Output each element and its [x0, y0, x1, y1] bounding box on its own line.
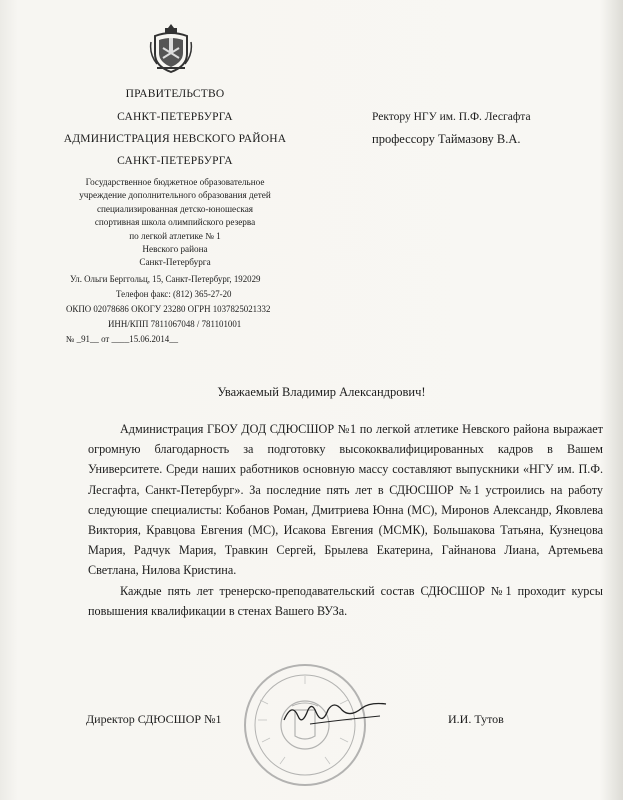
school-line: Государственное бюджетное образовательное: [85, 177, 265, 187]
administration-title: АДМИНИСТРАЦИЯ НЕВСКОГО РАЙОНА: [63, 133, 287, 145]
requisites-block: [60, 272, 340, 347]
school-codes: ОКПО 02078686 ОКОГУ 23280 ОГРН 1037825021332: [66, 304, 271, 314]
administration-city: САНКТ-ПЕТЕРБУРГА: [117, 155, 233, 167]
salutation: Уважаемый Владимир Александрович!: [217, 385, 426, 399]
school-line: Санкт-Петербурга: [139, 257, 211, 268]
school-line: спортивная школа олимпийского резерва: [94, 217, 256, 228]
handwritten-signature-icon: [280, 698, 390, 732]
letter-body: [88, 419, 603, 621]
recipient-line-1: Ректору НГУ им. П.Ф. Лесгафта: [372, 111, 531, 123]
signature-title: Директор СДЮСШОР №1: [86, 712, 222, 726]
school-line: по легкой атлетике № 1: [129, 230, 221, 241]
school-name-block: [60, 176, 290, 270]
school-line: учреждение дополнительного образования детей: [79, 190, 271, 201]
school-line: специализированная детско-юношеская: [96, 203, 254, 214]
government-city: САНКТ-ПЕТЕРБУРГА: [117, 111, 233, 123]
school-inn: ИНН/КПП 7811067048 / 781101001: [108, 319, 242, 329]
school-phone: Телефон факс: (812) 365-27-20: [116, 289, 232, 299]
body-paragraph: Каждые пять лет тренерско-преподавательский состав СДЮСШОР №1 проходит курсы повышения квалификации в стенах Вашего ВУЗа.: [88, 583, 603, 618]
school-line: Невского района: [142, 244, 208, 255]
signature-name: И.И. Тутов: [448, 712, 504, 726]
coat-of-arms-icon: [149, 22, 193, 76]
outgoing-number: № _91__ от ____15.06.2014__: [66, 334, 179, 344]
body-paragraph: Администрация ГБОУ ДОД СДЮСШОР №1 по легкой атлетике Невского района выражает огромную благодарность за подготовку высококвалифицированных кадров в Вашем Университете. Среди наших работников основную массу составляют выпускники «НГУ им. П.Ф. Лесгафта, Санкт-Петербург». За последние пять лет в СДЮСШОР №1 устроились на работу следующие специалисты: Кобанов Роман, Дмитриева Юнна (МС), Миронов Александр, Яковлева Виктория, Кравцова Евгения (МС), Исакова Евгения (МСМК), Большакова Татьяна, Кузнецова Мария, Радчук Мария, Травкин Сергей, Брылева Екатерина, Гайнанова Лиана, Артемьева Светлана, Нилова Кристина.: [88, 422, 603, 578]
school-address: Ул. Ольги Берггольц, 15, Санкт-Петербург, 192029: [70, 274, 261, 284]
recipient-line-2: профессору Таймазову В.А.: [372, 132, 521, 146]
government-title: ПРАВИТЕЛЬСТВО: [125, 88, 225, 100]
